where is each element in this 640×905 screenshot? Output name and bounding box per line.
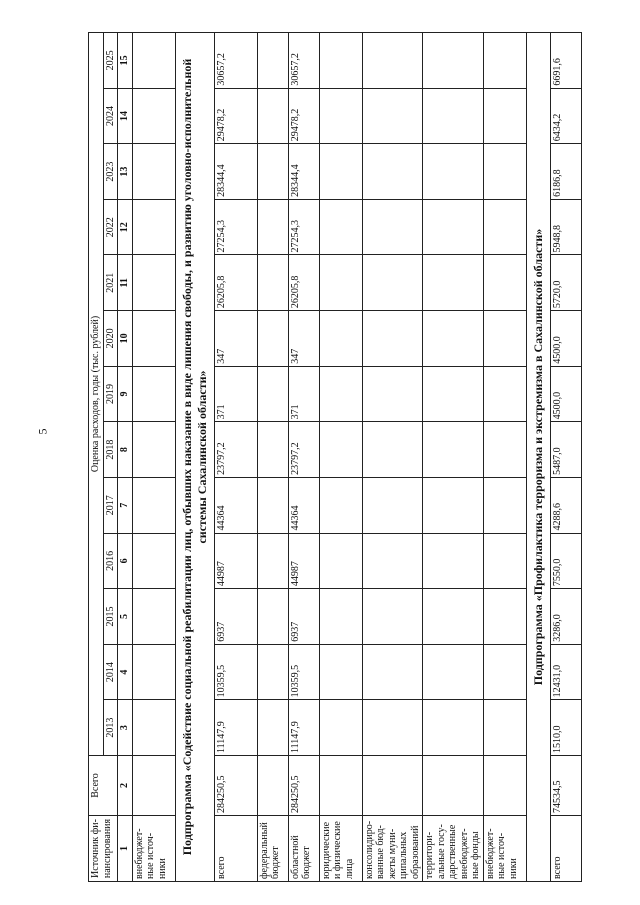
column-number: 1 [118,815,133,881]
value-cell [483,311,526,367]
value-cell [319,644,362,700]
value-cell [257,422,288,478]
value-cell: 10359,5 [288,644,319,700]
value-cell [362,477,423,533]
value-cell [257,88,288,144]
value-cell [132,311,175,367]
value-cell [483,422,526,478]
page-number: 5 [35,428,50,435]
value-cell: 284250,5 [288,755,319,815]
value-cell: 6434,2 [550,88,581,144]
value-cell [362,199,423,255]
value-cell [132,755,175,815]
value-cell: 29478,2 [288,88,319,144]
table-row [550,33,581,882]
value-cell [257,755,288,815]
column-number: 13 [118,144,133,200]
value-cell [423,700,484,756]
value-cell: 23797,2 [288,422,319,478]
value-cell [483,33,526,89]
column-number: 9 [118,366,133,422]
value-cell [362,88,423,144]
value-cell: 28344,4 [288,144,319,200]
value-cell [423,533,484,589]
subprogram-2-title-row [526,33,550,882]
row-label: внебюджет-ные источ-ники [132,815,175,881]
row-label: областной бюджет [288,815,319,881]
subprogram-title: Подпрограмма «Профилактика терроризма и экстремизма в Сахалинской области» [526,33,550,882]
value-cell [362,255,423,311]
value-cell [423,422,484,478]
column-number: 7 [118,477,133,533]
value-cell: 10359,5 [214,644,257,700]
value-cell: 4500,0 [550,366,581,422]
column-number: 6 [118,533,133,589]
table-row [257,33,288,882]
year-header: 2017 [103,477,118,533]
financing-table [88,32,582,882]
value-cell: 26205,8 [288,255,319,311]
subprogram-title: Подпрограмма «Содействие социальной реабилитации лиц, отбывших наказание в виде лишения свободы, и развитию уголовно-исполнительной системы Сахалинской области» [175,33,214,882]
value-cell [483,366,526,422]
value-cell [423,255,484,311]
value-cell [362,589,423,645]
year-header: 2022 [103,199,118,255]
value-cell [483,533,526,589]
value-cell [132,199,175,255]
value-cell: 44987 [288,533,319,589]
value-cell [257,33,288,89]
table-row [483,33,526,882]
value-cell: 11147,9 [214,700,257,756]
value-cell [362,311,423,367]
value-cell [362,755,423,815]
year-header: 2013 [103,700,118,756]
row-label: всего [550,815,581,881]
column-number: 3 [118,700,133,756]
column-number: 2 [118,755,133,815]
value-cell: 6691,6 [550,33,581,89]
column-number: 14 [118,88,133,144]
value-cell: 5948,8 [550,199,581,255]
value-cell [483,88,526,144]
value-cell: 26205,8 [214,255,257,311]
row-label: юридические и физические лица [319,815,362,881]
value-cell [257,144,288,200]
value-cell [423,311,484,367]
year-header: 2025 [103,33,118,89]
value-cell: 7550,0 [550,533,581,589]
column-number: 11 [118,255,133,311]
value-cell [362,366,423,422]
value-cell: 5487,0 [550,422,581,478]
value-cell: 4288,6 [550,477,581,533]
value-cell [132,88,175,144]
value-cell: 12431,0 [550,644,581,700]
column-number: 8 [118,422,133,478]
value-cell [319,422,362,478]
value-cell [483,144,526,200]
value-cell [132,422,175,478]
value-cell: 28344,4 [214,144,257,200]
column-number: 12 [118,199,133,255]
value-cell [483,589,526,645]
value-cell [423,477,484,533]
year-header: 2021 [103,255,118,311]
value-cell [319,755,362,815]
value-cell [319,589,362,645]
value-cell [132,589,175,645]
value-cell [257,644,288,700]
row-label: территори-альные госу-дарственные внебюджет-ные фонды [423,815,484,881]
value-cell [132,700,175,756]
value-cell [362,533,423,589]
value-cell: 371 [288,366,319,422]
value-cell [423,644,484,700]
value-cell [257,533,288,589]
value-cell: 30657,2 [288,33,319,89]
year-header: 2023 [103,144,118,200]
value-cell: 4500,0 [550,311,581,367]
value-cell: 27254,3 [214,199,257,255]
value-cell: 5720,0 [550,255,581,311]
row-label: всего [214,815,257,881]
value-cell [362,144,423,200]
value-cell: 11147,9 [288,700,319,756]
total-header: Всего [89,755,118,815]
value-cell [319,255,362,311]
value-cell [483,199,526,255]
column-number: 5 [118,589,133,645]
value-cell: 3286,0 [550,589,581,645]
value-cell [319,477,362,533]
value-cell [423,199,484,255]
value-cell [423,755,484,815]
value-cell [362,33,423,89]
subprogram-1-title-row [175,33,214,882]
value-cell [132,255,175,311]
value-cell [319,700,362,756]
value-cell [132,533,175,589]
value-cell: 347 [214,311,257,367]
value-cell [257,477,288,533]
rotated-table-container [88,32,602,882]
value-cell: 6937 [214,589,257,645]
value-cell [257,255,288,311]
table-row [319,33,362,882]
value-cell [483,255,526,311]
column-number: 4 [118,644,133,700]
value-cell [483,755,526,815]
table-row [132,33,175,882]
year-header: 2014 [103,644,118,700]
row-label: федеральный бюджет [257,815,288,881]
year-header: 2015 [103,589,118,645]
value-cell [132,644,175,700]
year-header: 2019 [103,366,118,422]
value-cell: 1510,0 [550,700,581,756]
year-header: 2018 [103,422,118,478]
source-header: Источник фи-нансирования [89,815,118,881]
column-number: 15 [118,33,133,89]
value-cell [257,366,288,422]
value-cell: 6937 [288,589,319,645]
header-row-top [89,33,104,882]
value-cell [423,144,484,200]
value-cell [319,33,362,89]
value-cell [362,644,423,700]
value-cell: 44364 [214,477,257,533]
value-cell [319,311,362,367]
value-cell: 6186,8 [550,144,581,200]
value-cell: 29478,2 [214,88,257,144]
value-cell: 74534,5 [550,755,581,815]
value-cell [257,311,288,367]
value-cell [423,589,484,645]
year-header: 2020 [103,311,118,367]
value-cell: 347 [288,311,319,367]
value-cell [483,477,526,533]
value-cell: 27254,3 [288,199,319,255]
table-row [288,33,319,882]
value-cell [423,33,484,89]
row-label: консолидиро-ванные бюд-жеты муни-ципальных образований [362,815,423,881]
value-cell [423,88,484,144]
value-cell [257,700,288,756]
value-cell [423,366,484,422]
table-row [362,33,423,882]
value-cell [319,366,362,422]
value-cell [362,422,423,478]
year-header: 2024 [103,88,118,144]
value-cell [483,700,526,756]
estimate-header: Оценка расходов, годы (тыс. рублей) [89,33,104,756]
column-number: 10 [118,311,133,367]
year-header: 2016 [103,533,118,589]
row-label: внебюджет-ные источ-ники [483,815,526,881]
table-body [132,33,581,882]
value-cell: 23797,2 [214,422,257,478]
value-cell [257,589,288,645]
value-cell: 44987 [214,533,257,589]
value-cell [257,199,288,255]
value-cell: 44364 [288,477,319,533]
value-cell [319,88,362,144]
value-cell [319,144,362,200]
value-cell [319,199,362,255]
table-row [214,33,257,882]
table-row [423,33,484,882]
column-numbers-row [118,33,133,882]
value-cell: 284250,5 [214,755,257,815]
rotated-page-content [88,32,602,882]
value-cell [132,366,175,422]
value-cell [362,700,423,756]
value-cell [132,477,175,533]
value-cell: 30657,2 [214,33,257,89]
value-cell [132,33,175,89]
value-cell [319,533,362,589]
value-cell [483,644,526,700]
value-cell: 371 [214,366,257,422]
years-row [103,33,118,882]
value-cell [132,144,175,200]
